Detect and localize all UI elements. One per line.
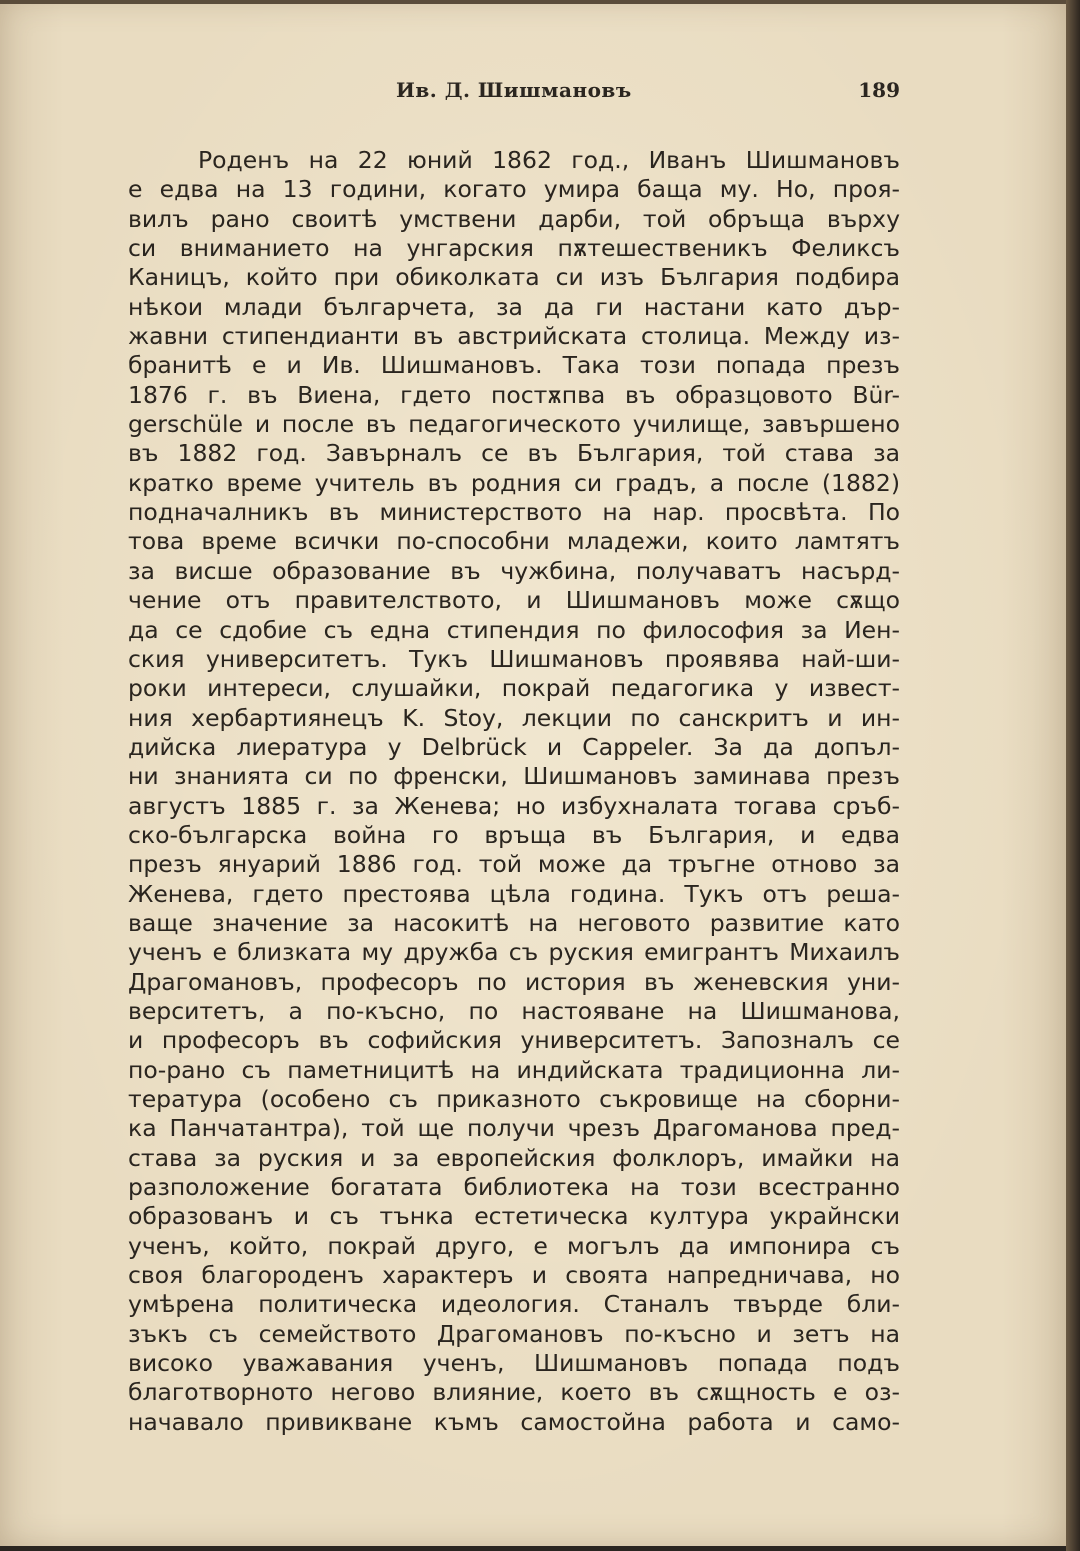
text-line: ваще значение за насокитѣ на неговото развитие като (128, 908, 900, 937)
page-number: 189 (858, 78, 900, 102)
text-line: ския университетъ. Тукъ Шишмановъ проявява най-ши- (128, 644, 900, 673)
text-line: августъ 1885 г. за Женева; но избухналата тогава сръб- (128, 791, 900, 820)
text-line: ния хербартиянецъ K. Stoy, лекции по санскритъ и ин- (128, 703, 900, 732)
text-line: Каницъ, който при обиколката си изъ България подбира (128, 263, 900, 292)
text-line: благотворното негово влияние, което въ сѫщность е оз- (128, 1378, 900, 1407)
text-line: ученъ, който, покрай друго, е могълъ да импонира съ (128, 1231, 900, 1260)
text-line: Женева, гдето престоява цѣла година. Тукъ отъ реша- (128, 879, 900, 908)
text-line: дийска лиература у Delbrück и Cappeler. За да допъл- (128, 732, 900, 761)
text-line: зъкъ съ семейството Драгомановъ по-късно и зетъ на (128, 1319, 900, 1348)
text-line: става за руския и за европейския фолклоръ, имайки на (128, 1143, 900, 1172)
text-line: си вниманието на унгарския пѫтешественикъ Феликсъ (128, 234, 900, 263)
text-line: Драгомановъ, професоръ по история въ женевския уни- (128, 967, 900, 996)
text-line: разположение богатата библиотека на този всестранно (128, 1173, 900, 1202)
text-line: вилъ рано своитѣ умствени дарби, той обръща върху (128, 204, 900, 233)
text-line: високо уважавания ученъ, Шишмановъ попада подъ (128, 1349, 900, 1378)
text-line: за висше образование въ чужбина, получаватъ насърд- (128, 556, 900, 585)
text-line: образованъ и съ тънка естетическа култура украйнски (128, 1202, 900, 1231)
text-line: подначалникъ въ министерството на нар. просвѣта. По (128, 498, 900, 527)
text-line: бранитѣ е и Ив. Шишмановъ. Така този попада презъ (128, 351, 900, 380)
book-spine-edge (1066, 0, 1080, 1551)
text-line: да се сдобие съ една стипендия по философия за Иен- (128, 615, 900, 644)
text-line: това време всички по-способни младежи, които ламтятъ (128, 527, 900, 556)
text-line: е едва на 13 години, когато умира баща му. Но, проя- (128, 175, 900, 204)
text-line: по-рано съ паметницитѣ на индийската традиционна ли- (128, 1055, 900, 1084)
text-line: чение отъ правителството, и Шишмановъ може сѫщо (128, 586, 900, 615)
text-line: ско-българска война го връща въ България, и едва (128, 820, 900, 849)
text-line: въ 1882 год. Завърналъ се въ България, той става за (128, 439, 900, 468)
text-line: нѣкои млади българчета, за да ги настани като дър- (128, 292, 900, 321)
body-paragraph (128, 146, 900, 1437)
text-line: ученъ е близката му дружба съ руския емигрантъ Михаилъ (128, 938, 900, 967)
page-header (128, 74, 900, 108)
text-line: gerschüle и после въ педагогическото училище, завършено (128, 410, 900, 439)
text-line: роки интереси, слушайки, покрай педагогика у извест- (128, 674, 900, 703)
text-line: Роденъ на 22 юний 1862 год., Иванъ Шишмановъ (198, 146, 900, 174)
text-line: начавало привикване къмъ самостойна работа и само- (128, 1407, 900, 1436)
text-line: своя благороденъ характеръ и своята напредничава, но (128, 1261, 900, 1290)
text-line: ка Панчатантра), той ще получи чрезъ Драгоманова пред- (128, 1114, 900, 1143)
text-line: верситетъ, а по-късно, по настояване на Шишманова, (128, 996, 900, 1025)
text-line: жавни стипендианти въ австрийската столица. Между из- (128, 322, 900, 351)
text-line: презъ януарий 1886 год. той може да тръгне отново за (128, 850, 900, 879)
text-line: и професоръ въ софийския университетъ. Запозналъ се (128, 1026, 900, 1055)
text-line: умѣрена политическа идеология. Станалъ твърде бли- (128, 1290, 900, 1319)
text-line: ни знанията си по френски, Шишмановъ заминава презъ (128, 762, 900, 791)
text-line: кратко време учитель въ родния си градъ, а после (1882) (128, 468, 900, 497)
text-line: 1876 г. въ Виена, гдето постѫпва въ образцовото Bür- (128, 380, 900, 409)
page-top-edge (0, 0, 1066, 4)
running-title: Ив. Д. Шишмановъ (396, 78, 632, 102)
text-line: тература (особено съ приказното съкровище на сборни- (128, 1085, 900, 1113)
